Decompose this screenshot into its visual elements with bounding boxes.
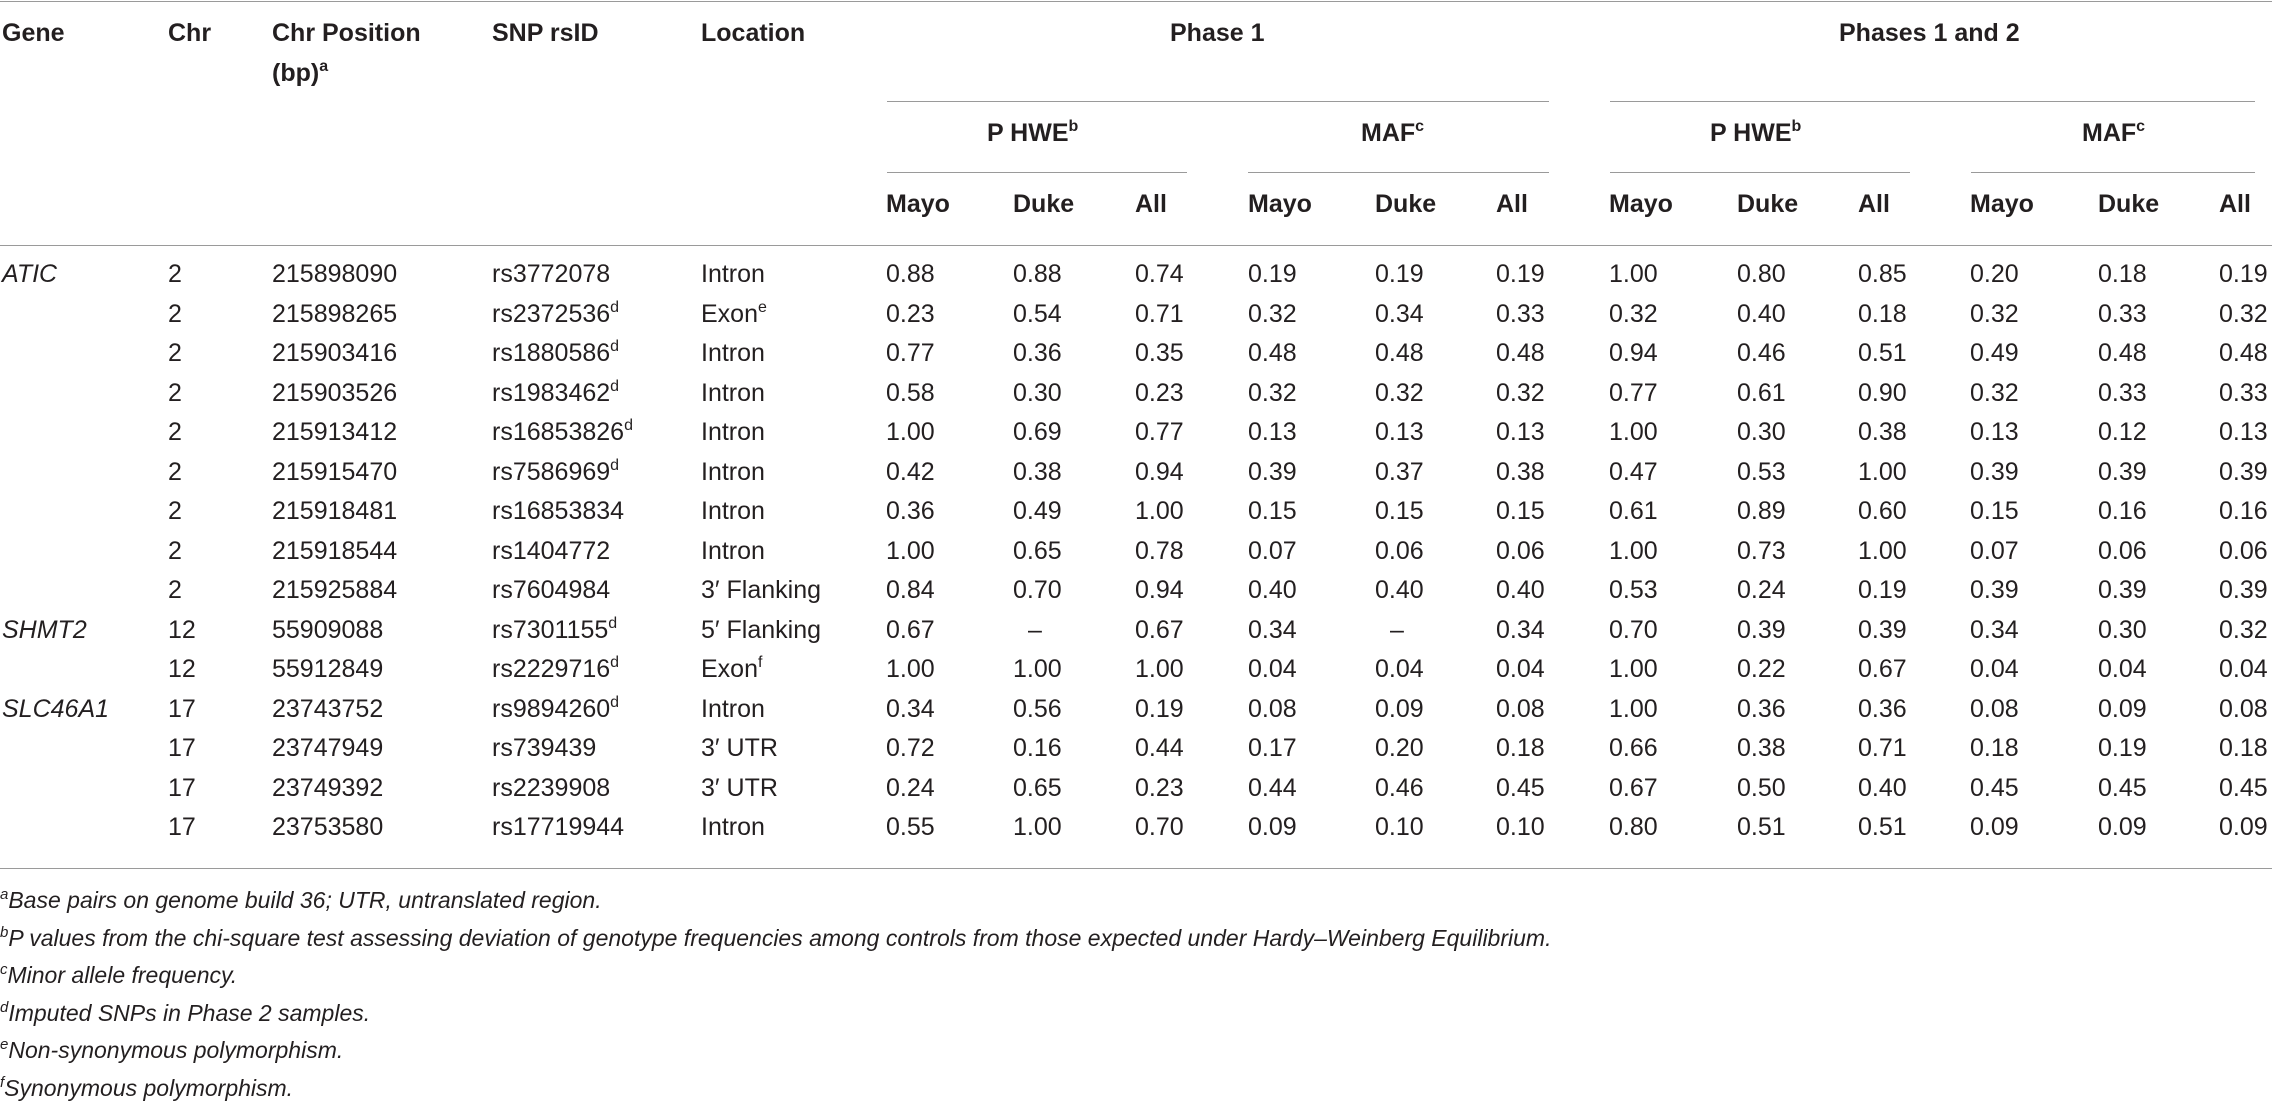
p12-phwe-duke-cell: 0.40 [1737,299,1786,328]
position-cell: 215903416 [272,339,398,367]
gene-cell: SHMT2 [2,615,87,644]
header-phase12-maf: MAF$^c$ [2082,118,2146,147]
p1-phwe-all-cell: 0.19 [1135,694,1184,723]
footnote-e: $^e$Non-synonymous polymorphism. [0,1036,344,1063]
p1-phwe-duke-cell: 1.00 [1013,813,1062,841]
p1-phwe-duke-cell: 0.38 [1013,457,1062,486]
p12-maf-all-cell: 0.04 [2219,655,2268,683]
p1-phwe-all-cell: 0.23 [1135,378,1184,407]
p1-phwe-all-cell: 0.70 [1135,813,1184,841]
snp-cell: rs1404772 [492,536,611,565]
p1-maf-duke-cell: 0.37 [1375,457,1424,486]
snp-cell: rs16853826$^d$ [492,417,633,446]
snp-cell: rs3772078 [492,260,611,288]
p12-maf-all-cell: 0.33 [2219,378,2268,407]
location-cell: Intron [701,457,765,486]
p12-phwe-mayo-cell: 0.77 [1609,378,1658,407]
p1-phwe-all-cell: 1.00 [1135,655,1184,683]
p12-phwe-all-cell: 1.00 [1858,536,1907,565]
p1-phwe-mayo-cell: 0.24 [886,773,935,802]
p12-maf-all-cell: 0.16 [2219,497,2268,525]
p12-phwe-all-cell: 0.40 [1858,773,1907,802]
p12-maf-all-cell: 0.19 [2219,260,2268,288]
p1-maf-mayo-cell: 0.40 [1248,576,1297,604]
location-cell: 3′ UTR [701,773,778,802]
p1-maf-mayo-cell: 0.13 [1248,418,1297,446]
header-bottom-rule [0,245,2272,246]
header-chr: Chr [168,19,212,47]
p12-maf-all-cell: 0.39 [2219,576,2268,604]
p12-maf-duke-cell: 0.09 [2098,813,2147,841]
p1-maf-all-cell: 0.18 [1496,734,1545,762]
p1-phwe-duke-cell: 0.49 [1013,497,1062,525]
p1-maf-mayo-cell: 0.32 [1248,299,1297,328]
phase1-maf-rule [1248,172,1549,173]
position-cell: 23753580 [272,813,384,841]
p1-maf-all-cell: 0.08 [1496,694,1545,723]
p1-maf-mayo-cell: 0.34 [1248,615,1297,644]
position-cell: 215913412 [272,418,398,446]
p1-phwe-mayo-cell: 0.55 [886,813,935,841]
p1-phwe-all-cell: 0.74 [1135,260,1184,288]
p1-phwe-duke-cell: 0.56 [1013,694,1062,723]
p12-maf-all-cell: 0.18 [2219,734,2268,762]
header-p12-maf-duke: Duke [2098,190,2160,218]
p1-maf-duke-cell: 0.09 [1375,694,1424,723]
table-bottom-rule [0,868,2272,869]
p1-phwe-duke-cell: 0.65 [1013,536,1062,565]
p12-maf-all-cell: 0.39 [2219,457,2268,486]
p1-phwe-duke-cell: 0.70 [1013,576,1062,604]
p1-maf-mayo-cell: 0.44 [1248,773,1297,802]
header-p1-phwe-mayo: Mayo [886,190,950,218]
p12-phwe-all-cell: 0.90 [1858,378,1907,407]
footnote-f: $^f$Synonymous polymorphism. [0,1073,294,1101]
chr-cell: 2 [168,339,182,367]
p12-phwe-mayo-cell: 0.70 [1609,615,1658,644]
p1-maf-all-cell: 0.13 [1496,418,1545,446]
p1-maf-mayo-cell: 0.32 [1248,378,1297,407]
p1-phwe-duke-cell: 0.16 [1013,734,1062,762]
chr-cell: 12 [168,615,196,644]
header-phase1-maf: MAF$^c$ [1361,118,1425,147]
p12-phwe-duke-cell: 0.51 [1737,813,1786,841]
p12-phwe-all-cell: 0.38 [1858,418,1907,446]
p12-phwe-mayo-cell: 0.80 [1609,813,1658,841]
p1-phwe-all-cell: 0.77 [1135,418,1184,446]
footnote-d: $^d$Imputed SNPs in Phase 2 samples. [0,998,371,1026]
p12-maf-all-cell: 0.06 [2219,536,2268,565]
p1-phwe-mayo-cell: 0.23 [886,299,935,328]
p1-phwe-duke-cell: 1.00 [1013,655,1062,683]
p12-maf-mayo-cell: 0.13 [1970,418,2019,446]
p1-phwe-mayo-cell: 0.34 [886,694,935,723]
p1-phwe-all-cell: 0.71 [1135,299,1184,328]
p12-phwe-mayo-cell: 1.00 [1609,655,1658,683]
p12-maf-duke-cell: 0.04 [2098,655,2147,683]
p12-maf-mayo-cell: 0.15 [1970,497,2019,525]
chr-cell: 12 [168,655,196,683]
p1-phwe-mayo-cell: 0.67 [886,615,935,644]
p12-maf-mayo-cell: 0.09 [1970,813,2019,841]
header-p12-maf-all: All [2219,190,2251,218]
p1-phwe-mayo-cell: 0.88 [886,260,935,288]
p12-maf-all-cell: 0.48 [2219,339,2268,367]
p1-maf-mayo-cell: 0.07 [1248,536,1297,565]
p1-maf-all-cell: 0.48 [1496,339,1545,367]
header-gene: Gene [2,19,65,47]
p12-phwe-mayo-cell: 0.61 [1609,497,1658,525]
p12-maf-mayo-cell: 0.18 [1970,734,2019,762]
p1-maf-all-cell: 0.45 [1496,773,1545,802]
p12-maf-duke-cell: 0.33 [2098,378,2147,407]
p12-phwe-duke-cell: 0.50 [1737,773,1786,802]
p12-maf-duke-cell: 0.39 [2098,576,2147,604]
snp-cell: rs739439 [492,734,597,762]
p1-phwe-all-cell: 0.35 [1135,339,1184,367]
chr-cell: 17 [168,813,196,841]
p12-phwe-all-cell: 0.19 [1858,576,1907,604]
p1-maf-duke-cell: 0.40 [1375,576,1424,604]
p1-maf-all-cell: 0.32 [1496,378,1545,407]
p1-maf-duke-cell: 0.48 [1375,339,1424,367]
p12-maf-duke-cell: 0.06 [2098,536,2147,565]
p12-phwe-mayo-cell: 1.00 [1609,260,1658,288]
p1-phwe-all-cell: 0.78 [1135,536,1184,565]
gene-cell: ATIC [2,260,58,288]
position-cell: 215903526 [272,378,398,407]
p1-maf-mayo-cell: 0.39 [1248,457,1297,486]
header-location: Location [701,19,806,47]
p12-phwe-all-cell: 0.51 [1858,813,1907,841]
p12-phwe-duke-cell: 0.38 [1737,734,1786,762]
p1-maf-duke-cell: 0.15 [1375,497,1424,525]
p1-maf-all-cell: 0.38 [1496,457,1545,486]
header-phase12: Phases 1 and 2 [1839,19,2020,47]
p1-phwe-all-cell: 0.94 [1135,576,1184,604]
p12-phwe-duke-cell: 0.24 [1737,576,1786,604]
p1-phwe-duke-cell: 0.30 [1013,378,1062,407]
chr-cell: 17 [168,773,196,802]
p12-maf-duke-cell: 0.19 [2098,734,2147,762]
p12-phwe-mayo-cell: 0.67 [1609,773,1658,802]
p1-maf-all-cell: 0.19 [1496,260,1545,288]
location-cell: Intron [701,260,765,288]
chr-cell: 2 [168,576,182,604]
header-chr-position-bp: (bp)$^a$ [272,58,329,87]
p1-phwe-mayo-cell: 0.36 [886,497,935,525]
p12-maf-mayo-cell: 0.08 [1970,694,2019,723]
phase1-rule [887,101,1549,102]
p12-phwe-all-cell: 0.18 [1858,299,1907,328]
p12-maf-duke-cell: 0.45 [2098,773,2147,802]
chr-cell: 17 [168,734,196,762]
chr-cell: 2 [168,378,182,407]
phase1-phwe-rule [887,172,1187,173]
p1-maf-mayo-cell: 0.19 [1248,260,1297,288]
p1-maf-mayo-cell: 0.17 [1248,734,1297,762]
chr-cell: 17 [168,694,196,723]
position-cell: 215925884 [272,576,398,604]
p12-phwe-all-cell: 0.36 [1858,694,1907,723]
location-cell: Exon$^e$ [701,298,767,328]
p12-phwe-mayo-cell: 0.53 [1609,576,1658,604]
p1-phwe-duke-cell: 0.36 [1013,339,1062,367]
p12-phwe-mayo-cell: 0.94 [1609,339,1658,367]
snp-cell: rs7586969$^d$ [492,456,620,486]
p12-maf-mayo-cell: 0.32 [1970,299,2019,328]
header-p1-maf-all: All [1496,190,1528,218]
p1-phwe-mayo-cell: 0.84 [886,576,935,604]
p1-phwe-mayo-cell: 0.42 [886,457,935,486]
p1-maf-mayo-cell: 0.04 [1248,655,1297,683]
phase12-phwe-rule [1610,172,1910,173]
p1-phwe-duke-cell: 0.65 [1013,773,1062,802]
chr-cell: 2 [168,457,182,486]
p12-phwe-duke-cell: 0.46 [1737,339,1786,367]
p1-phwe-duke-cell: 0.88 [1013,260,1062,288]
snp-cell: rs2372536$^d$ [492,298,620,328]
header-p1-phwe-all: All [1135,190,1167,218]
p1-maf-mayo-cell: 0.08 [1248,694,1297,723]
p12-phwe-all-cell: 0.39 [1858,615,1907,644]
position-cell: 215918544 [272,536,398,565]
p1-phwe-all-cell: 0.67 [1135,615,1184,644]
p1-phwe-all-cell: 1.00 [1135,497,1184,525]
p12-phwe-duke-cell: 0.30 [1737,418,1786,446]
p12-phwe-duke-cell: 0.89 [1737,497,1786,525]
p12-phwe-mayo-cell: 0.32 [1609,299,1658,328]
header-p12-phwe-mayo: Mayo [1609,190,1673,218]
location-cell: Intron [701,694,765,723]
position-cell: 215898265 [272,299,398,328]
p12-maf-all-cell: 0.32 [2219,615,2268,644]
p12-maf-duke-cell: 0.18 [2098,260,2147,288]
p1-phwe-duke-cell: 0.69 [1013,418,1062,446]
p12-phwe-duke-cell: 0.53 [1737,457,1786,486]
p12-maf-mayo-cell: 0.45 [1970,773,2019,802]
p1-maf-duke-cell: 0.19 [1375,260,1424,288]
snp-cell: rs2229716$^d$ [492,654,620,683]
p12-maf-duke-cell: 0.12 [2098,418,2147,446]
p12-phwe-all-cell: 0.67 [1858,655,1907,683]
p12-maf-duke-cell: 0.09 [2098,694,2147,723]
p12-maf-all-cell: 0.32 [2219,299,2268,328]
p12-phwe-mayo-cell: 0.66 [1609,734,1658,762]
p1-maf-all-cell: 0.40 [1496,576,1545,604]
location-cell: Intron [701,418,765,446]
p12-phwe-mayo-cell: 1.00 [1609,418,1658,446]
p12-maf-all-cell: 0.45 [2219,773,2268,802]
chr-cell: 2 [168,536,182,565]
p1-maf-mayo-cell: 0.09 [1248,813,1297,841]
p1-maf-all-cell: 0.04 [1496,655,1545,683]
position-cell: 55912849 [272,655,384,683]
p12-phwe-duke-cell: 0.39 [1737,615,1786,644]
header-snp-rsid: SNP rsID [492,19,599,47]
p1-phwe-mayo-cell: 1.00 [886,655,935,683]
header-phase1: Phase 1 [1170,19,1265,47]
p1-phwe-duke-cell: – [1028,615,1042,644]
p12-maf-mayo-cell: 0.39 [1970,576,2019,604]
p1-maf-mayo-cell: 0.15 [1248,497,1297,525]
header-p12-phwe-all: All [1858,190,1890,218]
location-cell: Intron [701,536,765,565]
location-cell: 3′ UTR [701,734,778,762]
p12-phwe-duke-cell: 0.61 [1737,378,1786,407]
p1-maf-duke-cell: 0.46 [1375,773,1424,802]
p12-maf-mayo-cell: 0.20 [1970,260,2019,288]
p12-maf-mayo-cell: 0.49 [1970,339,2019,367]
location-cell: 5′ Flanking [701,615,822,644]
header-p1-phwe-duke: Duke [1013,190,1075,218]
location-cell: Exon$^f$ [701,654,763,683]
p12-phwe-duke-cell: 0.22 [1737,655,1786,683]
p12-phwe-all-cell: 0.60 [1858,497,1907,525]
p1-maf-duke-cell: 0.06 [1375,536,1424,565]
p12-maf-mayo-cell: 0.04 [1970,655,2019,683]
footnote-b: $^b$P values from the chi-square test assessing deviation of genotype frequencies among controls from those expected under Hardy–Weinberg Equilibrium. [0,923,1552,951]
position-cell: 23743752 [272,694,384,723]
p1-phwe-all-cell: 0.44 [1135,734,1184,762]
p1-phwe-mayo-cell: 0.58 [886,378,935,407]
p12-phwe-all-cell: 0.85 [1858,260,1907,288]
p12-maf-all-cell: 0.13 [2219,418,2268,446]
position-cell: 215915470 [272,457,398,486]
p12-maf-duke-cell: 0.33 [2098,299,2147,328]
snp-cell: rs9894260$^d$ [492,693,620,723]
p12-maf-duke-cell: 0.48 [2098,339,2147,367]
p12-phwe-mayo-cell: 1.00 [1609,536,1658,565]
p1-maf-duke-cell: 0.32 [1375,378,1424,407]
p12-phwe-duke-cell: 0.36 [1737,694,1786,723]
location-cell: 3′ Flanking [701,576,822,604]
p1-phwe-mayo-cell: 1.00 [886,418,935,446]
p1-maf-duke-cell: 0.13 [1375,418,1424,446]
p12-maf-all-cell: 0.08 [2219,694,2268,723]
snp-cell: rs7604984 [492,576,611,604]
snp-cell: rs2239908 [492,773,611,802]
p1-maf-all-cell: 0.06 [1496,536,1545,565]
p1-phwe-all-cell: 0.94 [1135,457,1184,486]
snp-cell: rs1983462$^d$ [492,377,620,407]
p12-maf-duke-cell: 0.39 [2098,457,2147,486]
snp-cell: rs16853834 [492,497,625,525]
p1-phwe-mayo-cell: 1.00 [886,536,935,565]
header-chr-position: Chr Position [272,19,421,47]
p1-maf-all-cell: 0.15 [1496,497,1545,525]
location-cell: Intron [701,378,765,407]
p12-phwe-mayo-cell: 0.47 [1609,457,1658,486]
p1-maf-all-cell: 0.34 [1496,615,1545,644]
header-p1-maf-duke: Duke [1375,190,1437,218]
header-p1-maf-mayo: Mayo [1248,190,1312,218]
p1-maf-duke-cell: 0.04 [1375,655,1424,683]
p1-maf-all-cell: 0.10 [1496,813,1545,841]
position-cell: 215918481 [272,497,398,525]
position-cell: 55909088 [272,615,384,644]
p1-maf-duke-cell: 0.10 [1375,813,1424,841]
p12-phwe-mayo-cell: 1.00 [1609,694,1658,723]
snp-cell: rs1880586$^d$ [492,338,620,367]
p12-maf-mayo-cell: 0.39 [1970,457,2019,486]
footnote-c: $^c$Minor allele frequency. [0,961,238,988]
location-cell: Intron [701,813,765,841]
p12-maf-mayo-cell: 0.32 [1970,378,2019,407]
p12-maf-duke-cell: 0.16 [2098,497,2147,525]
p12-phwe-all-cell: 1.00 [1858,457,1907,486]
p12-phwe-duke-cell: 0.80 [1737,260,1786,288]
position-cell: 23749392 [272,773,384,802]
phase12-rule [1610,101,2255,102]
p1-phwe-mayo-cell: 0.77 [886,339,935,367]
phase12-maf-rule [1971,172,2255,173]
p1-maf-all-cell: 0.33 [1496,299,1545,328]
snp-cell: rs17719944 [492,813,625,841]
chr-cell: 2 [168,299,182,328]
p12-maf-mayo-cell: 0.07 [1970,536,2019,565]
p1-maf-duke-cell: 0.20 [1375,734,1424,762]
header-phase12-phwe: P HWE$^b$ [1710,118,1802,147]
p12-phwe-all-cell: 0.51 [1858,339,1907,367]
footnote-a: $^a$Base pairs on genome build 36; UTR, untranslated region. [0,886,602,913]
chr-cell: 2 [168,497,182,525]
p1-phwe-duke-cell: 0.54 [1013,299,1062,328]
location-cell: Intron [701,497,765,525]
chr-cell: 2 [168,418,182,446]
p12-phwe-all-cell: 0.71 [1858,734,1907,762]
position-cell: 215898090 [272,260,398,288]
p1-maf-mayo-cell: 0.48 [1248,339,1297,367]
p1-phwe-mayo-cell: 0.72 [886,734,935,762]
top-rule [0,1,2272,2]
p12-maf-all-cell: 0.09 [2219,813,2268,841]
header-p12-phwe-duke: Duke [1737,190,1799,218]
p12-maf-duke-cell: 0.30 [2098,615,2147,644]
p12-phwe-duke-cell: 0.73 [1737,536,1786,565]
gene-cell: SLC46A1 [2,694,110,723]
p1-phwe-all-cell: 0.23 [1135,773,1184,802]
header-p12-maf-mayo: Mayo [1970,190,2034,218]
p1-maf-duke-cell: 0.34 [1375,299,1424,328]
p1-maf-duke-cell: – [1390,615,1404,644]
chr-cell: 2 [168,260,182,288]
p12-maf-mayo-cell: 0.34 [1970,615,2019,644]
snp-cell: rs7301155$^d$ [492,614,618,644]
header-phase1-phwe: P HWE$^b$ [987,118,1079,147]
position-cell: 23747949 [272,734,384,762]
location-cell: Intron [701,339,765,367]
